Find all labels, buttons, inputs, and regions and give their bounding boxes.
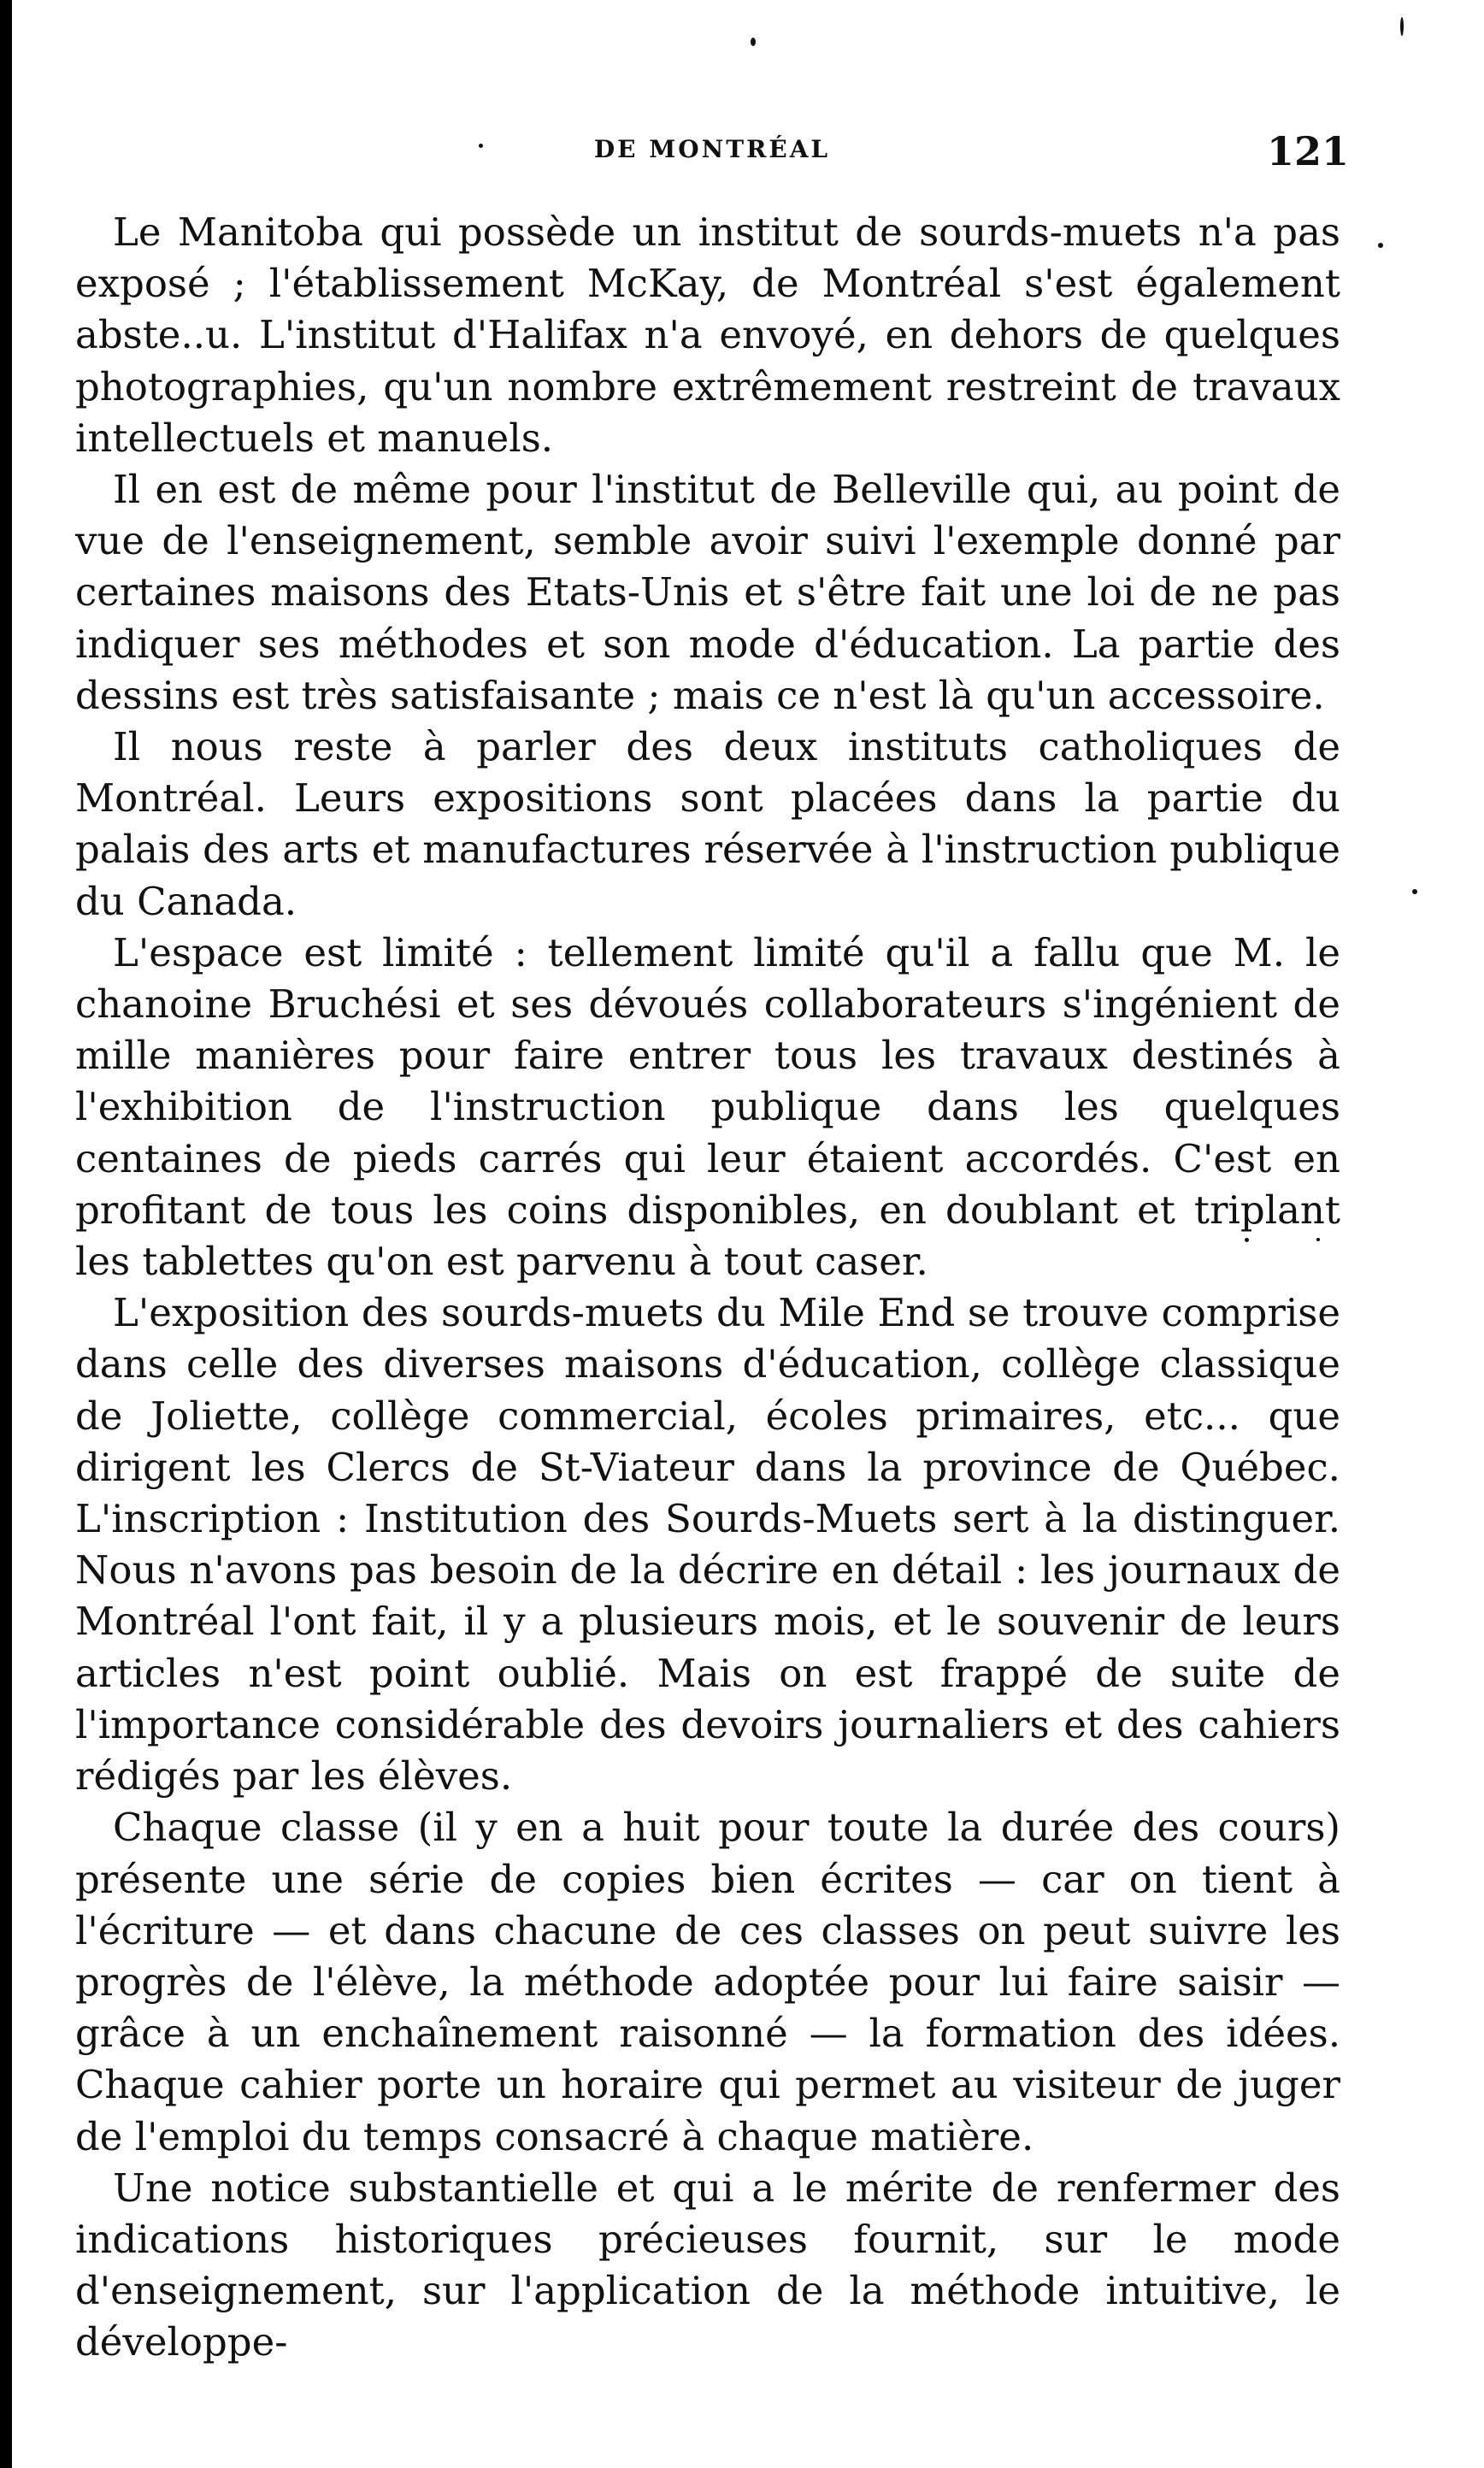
- scan-speck: [1400, 17, 1404, 36]
- paragraph-3: Il nous reste à parler des deux instituts catholiques de Montréal. Leurs expositions sont placées dans la partie du palais des arts et manufactures réservée à l'instruction publique du Canada.: [75, 724, 1340, 924]
- scan-speck: [1378, 243, 1383, 248]
- scan-speck: [751, 38, 756, 46]
- body-text: [75, 207, 1340, 2369]
- page-number: 121: [1266, 128, 1349, 174]
- paragraph-4: L'espace est limité : tellement limité qu'il a fallu que M. le chanoine Bruchési et ses dévoués collaborateurs s'ingénient de mille manières pour faire entrer tous les travaux destinés à l'exhibition de l'instruction publique dans les quelques centaines de pieds carrés qui leur étaient accordés. C'est en profitant de tous les coins disponibles, en doublant et triplant les tablettes qu'on est parvenu à tout caser.: [75, 929, 1340, 1285]
- paragraph-6: Chaque classe (il y en a huit pour toute la durée des cours) présente une série de copies bien écrites — car on tient à l'écriture — et dans chacune de ces classes on peut suivre les progrès de l'élève, la méthode adoptée pour lui faire saisir — grâce à un enchaînement raisonné — la formation des idées. Chaque cahier porte un horaire qui permet au visiteur de juger de l'emploi du temps consacré à chaque matière.: [75, 1805, 1340, 2159]
- binding-edge: [0, 0, 12, 2468]
- paragraph-7: Une notice substantielle et qui a le mérite de renfermer des indications historiques précieuses fournit, sur le mode d'enseignement, sur l'application de la méthode intuitive, le développe-: [75, 2165, 1340, 2365]
- paragraph-2: Il en est de même pour l'institut de Belleville qui, au point de vue de l'enseignement, semble avoir suivi l'exemple donné par certaines maisons des Etats-Unis et s'être fait une loi de ne pas indiquer ses méthodes et son mode d'éducation. La partie des dessins est très satisfaisante ; mais ce n'est là qu'un accessoire.: [75, 467, 1340, 718]
- running-header: [75, 128, 1349, 180]
- scan-speck: [479, 144, 483, 148]
- scan-speck: [1412, 889, 1417, 894]
- paragraph-5: L'exposition des sourds-muets du Mile End se trouve comprise dans celle des diverses maisons d'éducation, collège classique de Joliette, collège commercial, écoles primaires, etc... que dirigent les Clercs de St-Viateur dans la province de Québec. L'inscription : Institution des Sourds-Muets sert à la distinguer. Nous n'avons pas besoin de la décrire en détail : les journaux de Montréal l'ont fait, il y a plusieurs mois, et le souvenir de leurs articles n'est point oublié. Mais on est frappé de suite de l'importance considérable des devoirs journaliers et des cahiers rédigés par les élèves.: [75, 1290, 1340, 1799]
- scan-speck: [1245, 1238, 1249, 1242]
- running-title: DE MONTRÉAL: [593, 135, 831, 163]
- paragraph-1: Le Manitoba qui possède un institut de sourds-muets n'a pas exposé ; l'établissement McKay, de Montréal s'est également abste..u. L'institut d'Halifax n'a envoyé, en dehors de quelques photographies, qu'un nombre extrêmement restreint de travaux intellectuels et manuels.: [75, 209, 1340, 461]
- scan-speck: [1316, 1238, 1320, 1241]
